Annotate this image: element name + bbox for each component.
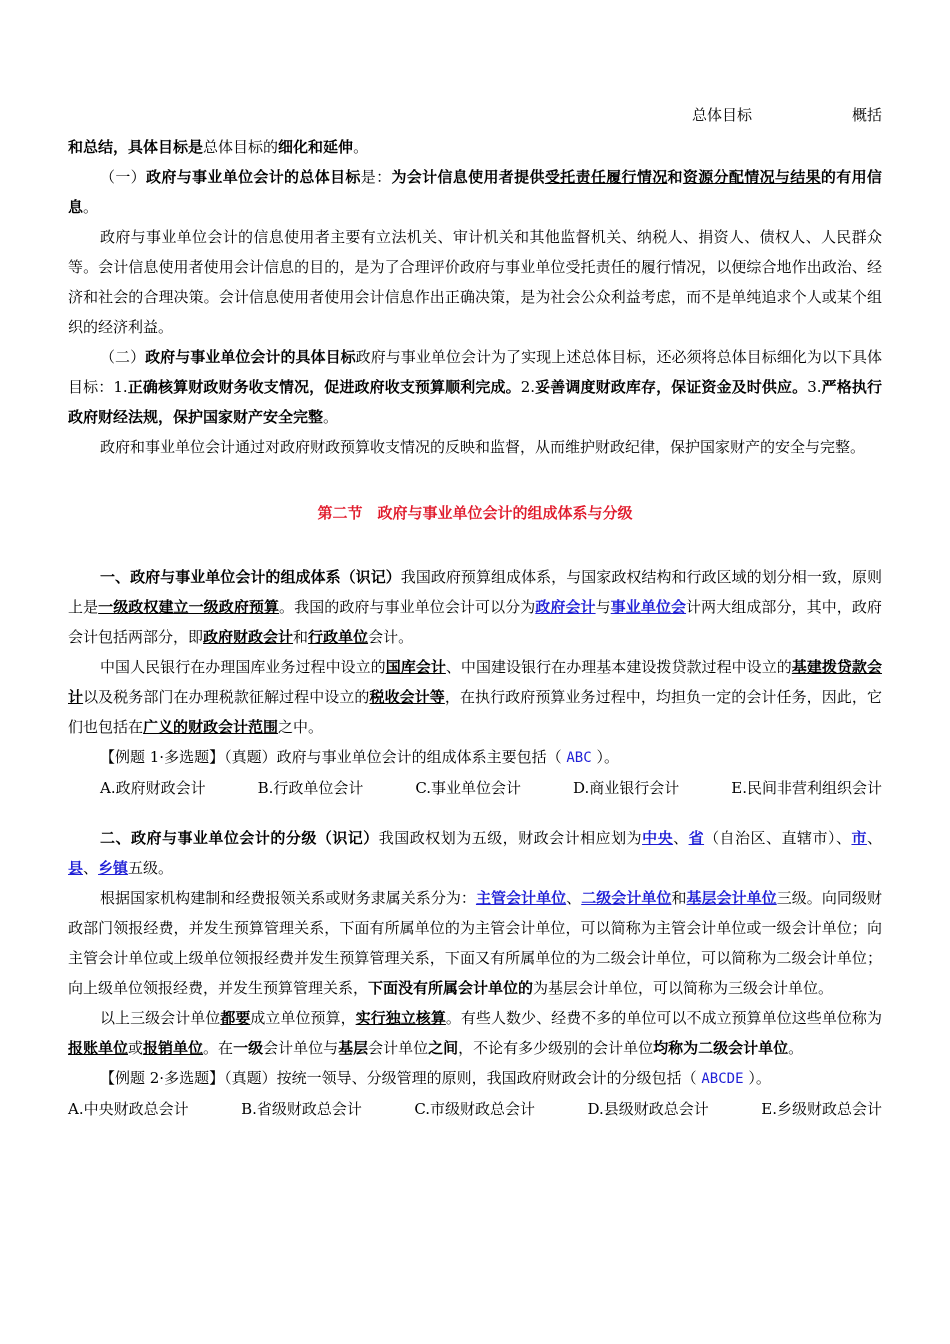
- option: A.政府财政会计: [100, 779, 206, 797]
- intro-paragraph: 和总结，具体目标是总体目标的细化和延伸。: [68, 138, 369, 156]
- option: C.市级财政总会计: [414, 1100, 536, 1118]
- option: B.省级财政总会计: [241, 1100, 362, 1118]
- option: C.事业单位会计: [415, 779, 522, 797]
- overall-goal-word: 总体目标: [691, 106, 752, 124]
- section-title: 第二节 政府与事业单位会计的组成体系与分级: [317, 504, 633, 522]
- composition-paragraph: 一、政府与事业单位会计的组成体系（识记）我国政府预算组成体系，与国家政权结构和行政区域的划分相一致，原则上是一级政权建立一级政府预算。我国的政府与事业单位会计可以分为政府会计与事业单位会计两大组成部分，其中，政府会计包括两部分，即政府财政会计和行政单位会计。: [68, 568, 882, 646]
- example-1-options: [68, 773, 882, 803]
- option: E.民间非营利组织会计: [731, 779, 882, 797]
- unit-levels-paragraph: 根据国家机构建制和经费报领关系或财务隶属关系分为：主管会计单位、二级会计单位和基层会计单位三级。向同级财政部门领报经费，并发生预算管理关系，下面有所属单位的为主管会计单位，可以简称为主管会计单位或一级会计单位；向主管会计单位或上级单位领报经费并发生预算管理关系，下面又有所属单位的为二级会计单位，可以简称为二级会计单位；向上级单位领报经费，并发生预算管理关系，下面没有所属会计单位的为基层会计单位，可以简称为三级会计单位。: [68, 889, 882, 997]
- example-2-options: [68, 1094, 882, 1124]
- option: B.行政单位会计: [257, 779, 364, 797]
- option: D.县级财政总会计: [587, 1100, 709, 1118]
- document-page: [68, 100, 882, 1124]
- example-2-question: 【例题 2·多选题】（真题）按统一领导、分级管理的原则，我国政府财政会计的分级包括（ ABCDE ）。: [100, 1069, 771, 1087]
- example-1-answer: ABC: [566, 750, 592, 766]
- example-1-question: 【例题 1·多选题】（真题）政府与事业单位会计的组成体系主要包括（ ABC ）。: [100, 748, 619, 766]
- specific-goal-paragraph: （二）政府与事业单位会计的具体目标政府与事业单位会计为了实现上述总体目标，还必须将总体目标细化为以下具体目标：1.正确核算财政财务收支情况，促进政府收支预算顺利完成。2.妥善调度财政库存，保证资金及时供应。3.严格执行政府财经法规，保护国家财产安全完整。: [68, 348, 882, 426]
- option: E.乡级财政总会计: [761, 1100, 882, 1118]
- example-2-answer: ABCDE: [701, 1071, 744, 1087]
- option: A.中央财政总会计: [68, 1100, 189, 1118]
- overall-goal-paragraph: （一）政府与事业单位会计的总体目标是：为会计信息使用者提供受托责任履行情况和资源分配情况与结果的有用信息。: [68, 168, 882, 216]
- header-fragment: [68, 100, 882, 130]
- supervision-paragraph: 政府和事业单位会计通过对政府财政预算收支情况的反映和监督，从而维护财政纪律，保护国家财产的安全与完整。: [100, 438, 866, 456]
- summary-word: 概括: [851, 106, 882, 124]
- option: D.商业银行会计: [573, 779, 680, 797]
- info-users-paragraph: 政府与事业单位会计的信息使用者主要有立法机关、审计机关和其他监督机关、纳税人、捐资人、债权人、人民群众等。会计信息使用者使用会计信息的目的，是为了合理评价政府与事业单位受托责任的履行情况，以便综合地作出政治、经济和社会的合理决策。会计信息使用者使用会计信息作出正确决策，是为社会公众利益考虑，而不是单纯追求个人或某个组织的经济利益。: [68, 228, 882, 336]
- independent-accounting-paragraph: 以上三级会计单位都要成立单位预算，实行独立核算。有些人数少、经费不多的单位可以不成立预算单位这些单位称为报账单位或报销单位。在一级会计单位与基层会计单位之间，不论有多少级别的会计单位均称为二级会计单位。: [68, 1009, 882, 1057]
- levels-paragraph: 二、政府与事业单位会计的分级（识记）我国政权划为五级，财政会计相应划为中央、省（自治区、直辖市）、市、县、乡镇五级。: [68, 829, 882, 877]
- broad-finance-paragraph: 中国人民银行在办理国库业务过程中设立的国库会计、中国建设银行在办理基本建设拨贷款过程中设立的基建拨贷款会计以及税务部门在办理税款征解过程中设立的税收会计等，在执行政府预算业务过程中，均担负一定的会计任务，因此，它们也包括在广义的财政会计范围之中。: [68, 658, 882, 736]
